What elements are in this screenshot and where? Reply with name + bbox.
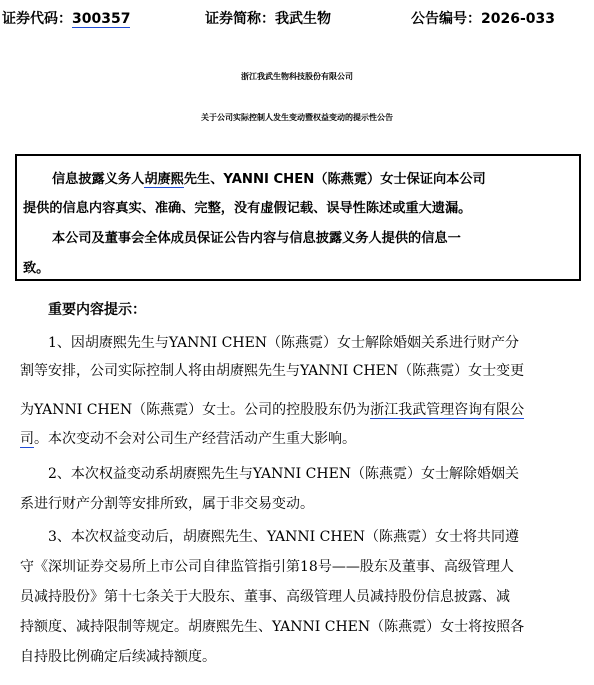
box-line-1-suffix: 先生、YANNI CHEN（陈燕霓）女士保证向本公司 xyxy=(183,172,486,187)
controlling-shareholder-name-end: 司 xyxy=(20,431,34,447)
key-point-3-line-5: 自持股比例确定后续减持额度。 xyxy=(20,649,216,665)
stock-code-value: 300357 xyxy=(72,11,131,27)
key-point-1-line-4 xyxy=(20,427,356,451)
key-point-3-line-3: 员减持股份》第十七条关于大股东、董事、高级管理人员减持股份信息披露、减 xyxy=(20,589,510,605)
key-point-2-line-1: 2、本次权益变动系胡赓熙先生与YANNI CHEN（陈燕霓）女士解除婚姻关 xyxy=(48,466,520,482)
stock-short-name xyxy=(205,8,331,30)
key-point-1-line-1: 1、因胡赓熙先生与YANNI CHEN（陈燕霓）女士解除婚姻关系进行财产分 xyxy=(48,335,520,351)
stock-code xyxy=(2,8,130,30)
box-line-4: 致。 xyxy=(23,261,50,276)
announcement-number-label: 公告编号： xyxy=(411,11,481,27)
stock-code-label: 证券代码： xyxy=(2,11,72,27)
stock-name-label: 证券简称： xyxy=(205,11,275,27)
box-line-1 xyxy=(52,170,486,190)
announcement-number xyxy=(411,8,555,30)
key-point-1-line-3 xyxy=(20,398,524,422)
key-point-3-line-2: 守《深圳证券交易所上市公司自律监管指引第18号——股东及董事、高级管理人 xyxy=(20,559,514,575)
key-point-1-line-2: 割等安排，公司实际控制人将由胡赓熙先生与YANNI CHEN（陈燕霓）女士变更 xyxy=(20,363,525,379)
announcement-number-value: 2026-033 xyxy=(481,11,555,27)
company-name-title: 浙江我武生物科技股份有限公司 xyxy=(241,72,353,81)
key-point-3-line-1: 3、本次权益变动后，胡赓熙先生、YANNI CHEN（陈燕霓）女士将共同遵 xyxy=(48,529,520,545)
key-point-1-line-4-suffix: 。本次变动不会对公司生产经营活动产生重大影响。 xyxy=(34,431,356,447)
key-points-heading: 重要内容提示： xyxy=(48,302,146,318)
announcement-title: 关于公司实际控制人发生变动暨权益变动的提示性公告 xyxy=(201,113,393,122)
key-point-3-line-4: 持额度、减持限制等规定。胡赓熙先生、YANNI CHEN（陈燕霓）女士将按照各 xyxy=(20,619,525,635)
box-line-1-prefix: 信息披露义务人 xyxy=(52,172,145,187)
box-line-1-person: 胡赓熙 xyxy=(144,172,184,187)
box-line-2: 提供的信息内容真实、准确、完整，没有虚假记载、误导性陈述或重大遗漏。 xyxy=(23,201,472,216)
key-point-1-line-3-prefix: 为YANNI CHEN（陈燕霓）女士。公司的控股股东仍为 xyxy=(20,402,371,418)
stock-name-value: 我武生物 xyxy=(275,11,331,27)
announcement-header xyxy=(0,8,594,30)
key-point-2-line-2: 系进行财产分割等安排所致，属于非交易变动。 xyxy=(20,496,314,512)
disclosure-statement-box xyxy=(15,154,581,281)
box-line-3: 本公司及董事会全体成员保证公告内容与信息披露义务人提供的信息一 xyxy=(52,231,461,246)
controlling-shareholder-name: 浙江我武管理咨询有限公 xyxy=(370,402,525,418)
